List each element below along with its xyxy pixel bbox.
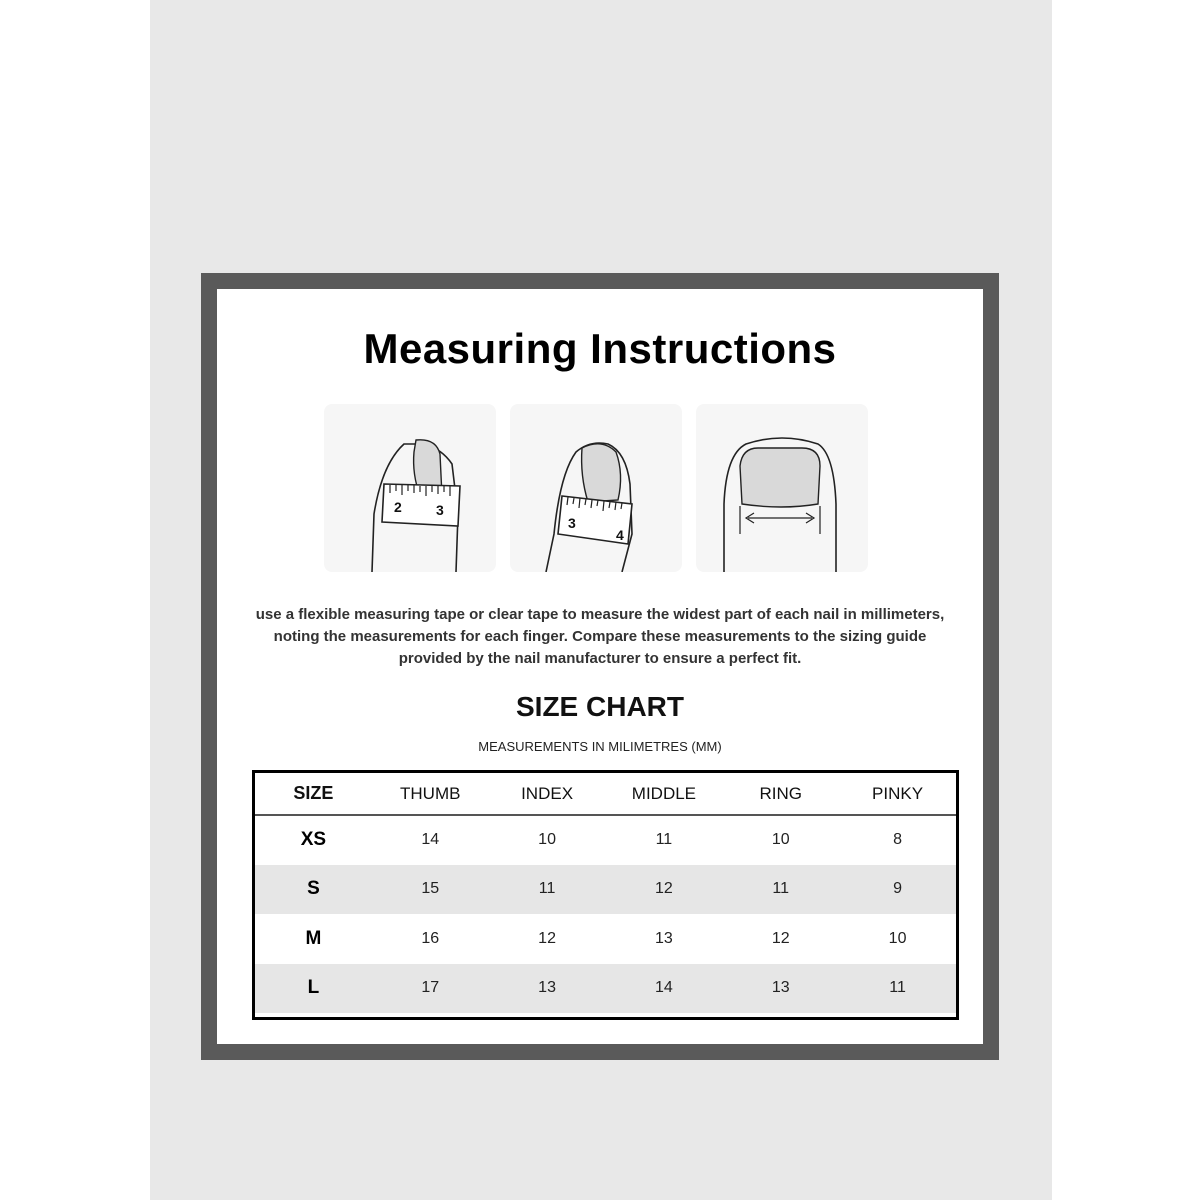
size-cell: XS bbox=[300, 829, 327, 851]
card-content bbox=[217, 289, 983, 1044]
size-chart-table bbox=[252, 770, 959, 1020]
ring-cell: 12 bbox=[771, 929, 790, 947]
ring-cell: 10 bbox=[771, 831, 790, 849]
size-cell: L bbox=[307, 977, 320, 999]
header-middle: MIDDLE bbox=[631, 783, 697, 803]
nail-width-drawing bbox=[696, 404, 868, 572]
pinky-cell: 11 bbox=[889, 979, 906, 997]
tape-number: 2 bbox=[394, 499, 402, 515]
ring-cell: 11 bbox=[772, 880, 790, 898]
table-row bbox=[255, 815, 956, 865]
thumb-cell: 14 bbox=[421, 831, 440, 849]
header-ring: RING bbox=[759, 783, 802, 803]
nail-width-illustration bbox=[696, 404, 868, 572]
index-cell: 10 bbox=[538, 831, 556, 849]
thumb-cell: 17 bbox=[421, 979, 440, 997]
instructions-line: noting the measurements for each finger. Compare these measurements to the sizing guide bbox=[273, 628, 927, 645]
measuring-illustrations bbox=[324, 404, 869, 574]
size-cell: S bbox=[307, 878, 320, 900]
index-cell: 12 bbox=[538, 929, 556, 947]
size-chart-title: SIZE CHART bbox=[516, 691, 684, 722]
page-title: Measuring Instructions bbox=[363, 325, 837, 372]
header-index: INDEX bbox=[521, 783, 574, 803]
pinky-cell: 9 bbox=[893, 880, 903, 898]
table-row bbox=[255, 914, 956, 964]
header-thumb: THUMB bbox=[400, 783, 461, 803]
size-cell: M bbox=[305, 927, 322, 949]
index-tape-drawing bbox=[510, 404, 682, 572]
instructions-text bbox=[237, 604, 963, 670]
table-row bbox=[255, 865, 956, 915]
pinky-cell: 8 bbox=[893, 831, 903, 849]
thumb-cell: 16 bbox=[421, 929, 440, 947]
index-cell: 13 bbox=[538, 979, 556, 997]
instructions-line: provided by the nail manufacturer to ensure a perfect fit. bbox=[398, 650, 802, 667]
header-pinky: PINKY bbox=[872, 783, 924, 803]
size-chart-subtitle: MEASUREMENTS IN MILIMETRES (MM) bbox=[478, 739, 722, 754]
thumb-tape-drawing bbox=[324, 404, 496, 572]
instructions-line: use a flexible measuring tape or clear tape to measure the widest part of each nail in millimeters, bbox=[255, 606, 945, 623]
ring-cell: 13 bbox=[771, 979, 790, 997]
tape-number: 3 bbox=[436, 502, 444, 518]
thumb-tape-illustration bbox=[324, 404, 496, 572]
pinky-cell: 10 bbox=[888, 929, 907, 947]
header-size: SIZE bbox=[293, 783, 334, 803]
thumb-cell: 15 bbox=[421, 880, 440, 898]
middle-cell: 11 bbox=[655, 831, 673, 849]
middle-cell: 12 bbox=[655, 880, 673, 898]
tape-number: 4 bbox=[616, 527, 624, 543]
tape-number: 3 bbox=[568, 515, 576, 531]
middle-cell: 13 bbox=[655, 929, 673, 947]
index-tape-illustration bbox=[510, 404, 682, 572]
table-header-row bbox=[255, 773, 956, 815]
middle-cell: 14 bbox=[655, 979, 673, 997]
index-cell: 11 bbox=[538, 880, 556, 898]
instructions-card bbox=[201, 273, 999, 1060]
table-row bbox=[255, 964, 956, 1014]
